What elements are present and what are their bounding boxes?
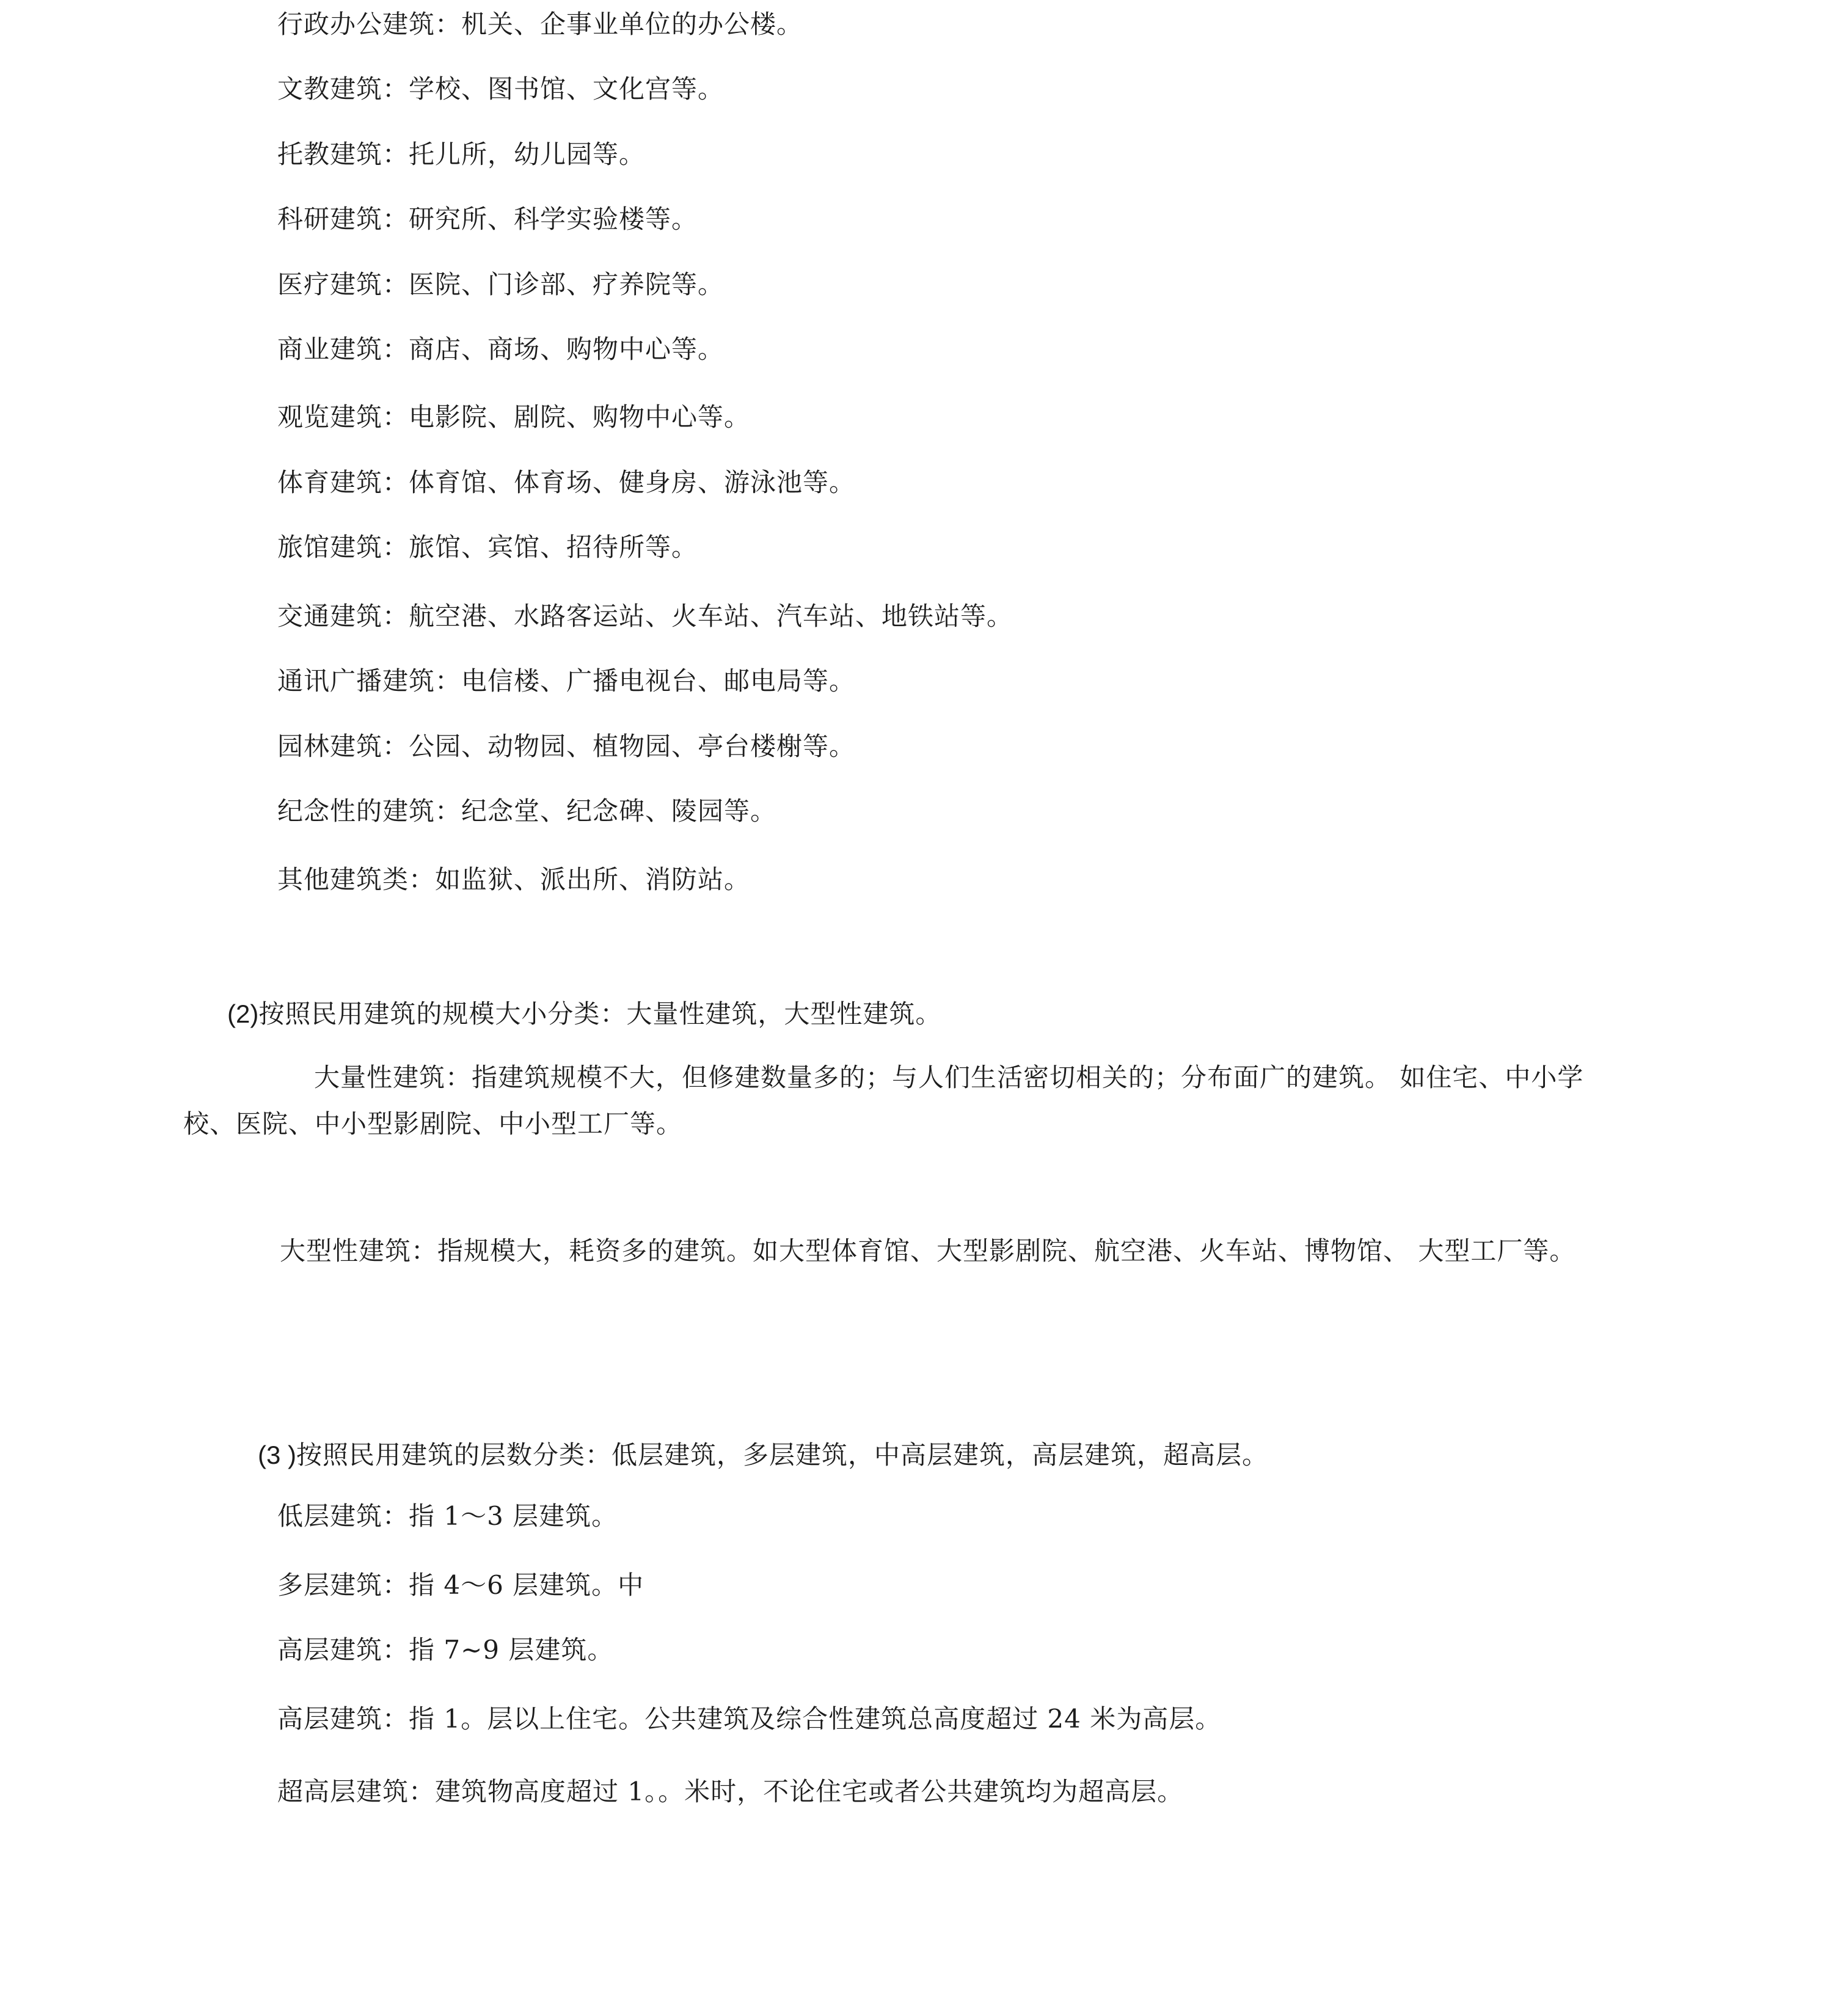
- building-type-item: 旅馆建筑：旅馆、宾馆、招待所等。: [277, 532, 698, 562]
- building-type-item: 观览建筑：电影院、剧院、购物中心等。: [277, 402, 751, 432]
- section-heading-text: 按照民用建筑的层数分类：低层建筑，多层建筑，中高层建筑，高层建筑，超高层。: [296, 1440, 1269, 1470]
- large-building-paragraph: 大型性建筑：指规模大，耗资多的建筑。如大型体育馆、大型影剧院、航空港、火车站、博物馆、 大型工厂等。: [280, 1236, 1576, 1266]
- floor-section-heading: [258, 1438, 1268, 1472]
- building-type-item: 园林建筑：公园、动物园、植物园、亭台楼榭等。: [277, 731, 856, 761]
- building-type-item: 医疗建筑：医院、门诊部、疗养院等。: [277, 269, 725, 299]
- scale-section-heading: [227, 997, 941, 1031]
- building-type-item: 体育建筑：体育馆、体育场、健身房、游泳池等。: [277, 467, 856, 497]
- section-heading-text: 按照民用建筑的规模大小分类：大量性建筑，大型性建筑。: [258, 999, 942, 1029]
- building-type-item: 托教建筑：托儿所，幼儿园等。: [277, 139, 646, 169]
- building-type-item: 商业建筑：商店、商场、购物中心等。: [277, 334, 725, 364]
- building-type-item: 文教建筑：学校、图书馆、文化宫等。: [277, 74, 725, 104]
- building-type-item: 其他建筑类：如监狱、派出所、消防站。: [277, 864, 751, 894]
- floor-type-item: 多层建筑：指 4〜6 层建筑。中: [277, 1570, 644, 1600]
- building-type-item: 行政办公建筑：机关、企事业单位的办公楼。: [277, 9, 803, 39]
- floor-type-item: 超高层建筑：建筑物高度超过 1。。米时，不论住宅或者公共建筑均为超高层。: [277, 1777, 1184, 1806]
- building-type-item: 纪念性的建筑：纪念堂、纪念碑、陵园等。: [277, 796, 777, 826]
- floor-type-item: 高层建筑：指 7~9 层建筑。: [277, 1635, 614, 1665]
- section-number: (3 ): [258, 1441, 296, 1469]
- floor-type-item: 低层建筑：指 1〜3 层建筑。: [277, 1501, 618, 1531]
- floor-type-item: 高层建筑：指 1。层以上住宅。公共建筑及综合性建筑总高度超过 24 米为高层。: [277, 1704, 1222, 1734]
- building-type-item: 通讯广播建筑：电信楼、广播电视台、邮电局等。: [277, 666, 856, 696]
- building-type-item: 科研建筑：研究所、科学实验楼等。: [277, 204, 698, 234]
- building-type-item: 交通建筑：航空港、水路客运站、火车站、汽车站、地铁站等。: [277, 601, 1013, 631]
- mass-building-paragraph: 大量性建筑：指建筑规模不大，但修建数量多的；与人们生活密切相关的；分布面广的建筑。 如住宅、中小学校、医院、中小型影剧院、中小型工厂等。: [183, 1062, 1584, 1139]
- section-number: (2): [227, 999, 259, 1028]
